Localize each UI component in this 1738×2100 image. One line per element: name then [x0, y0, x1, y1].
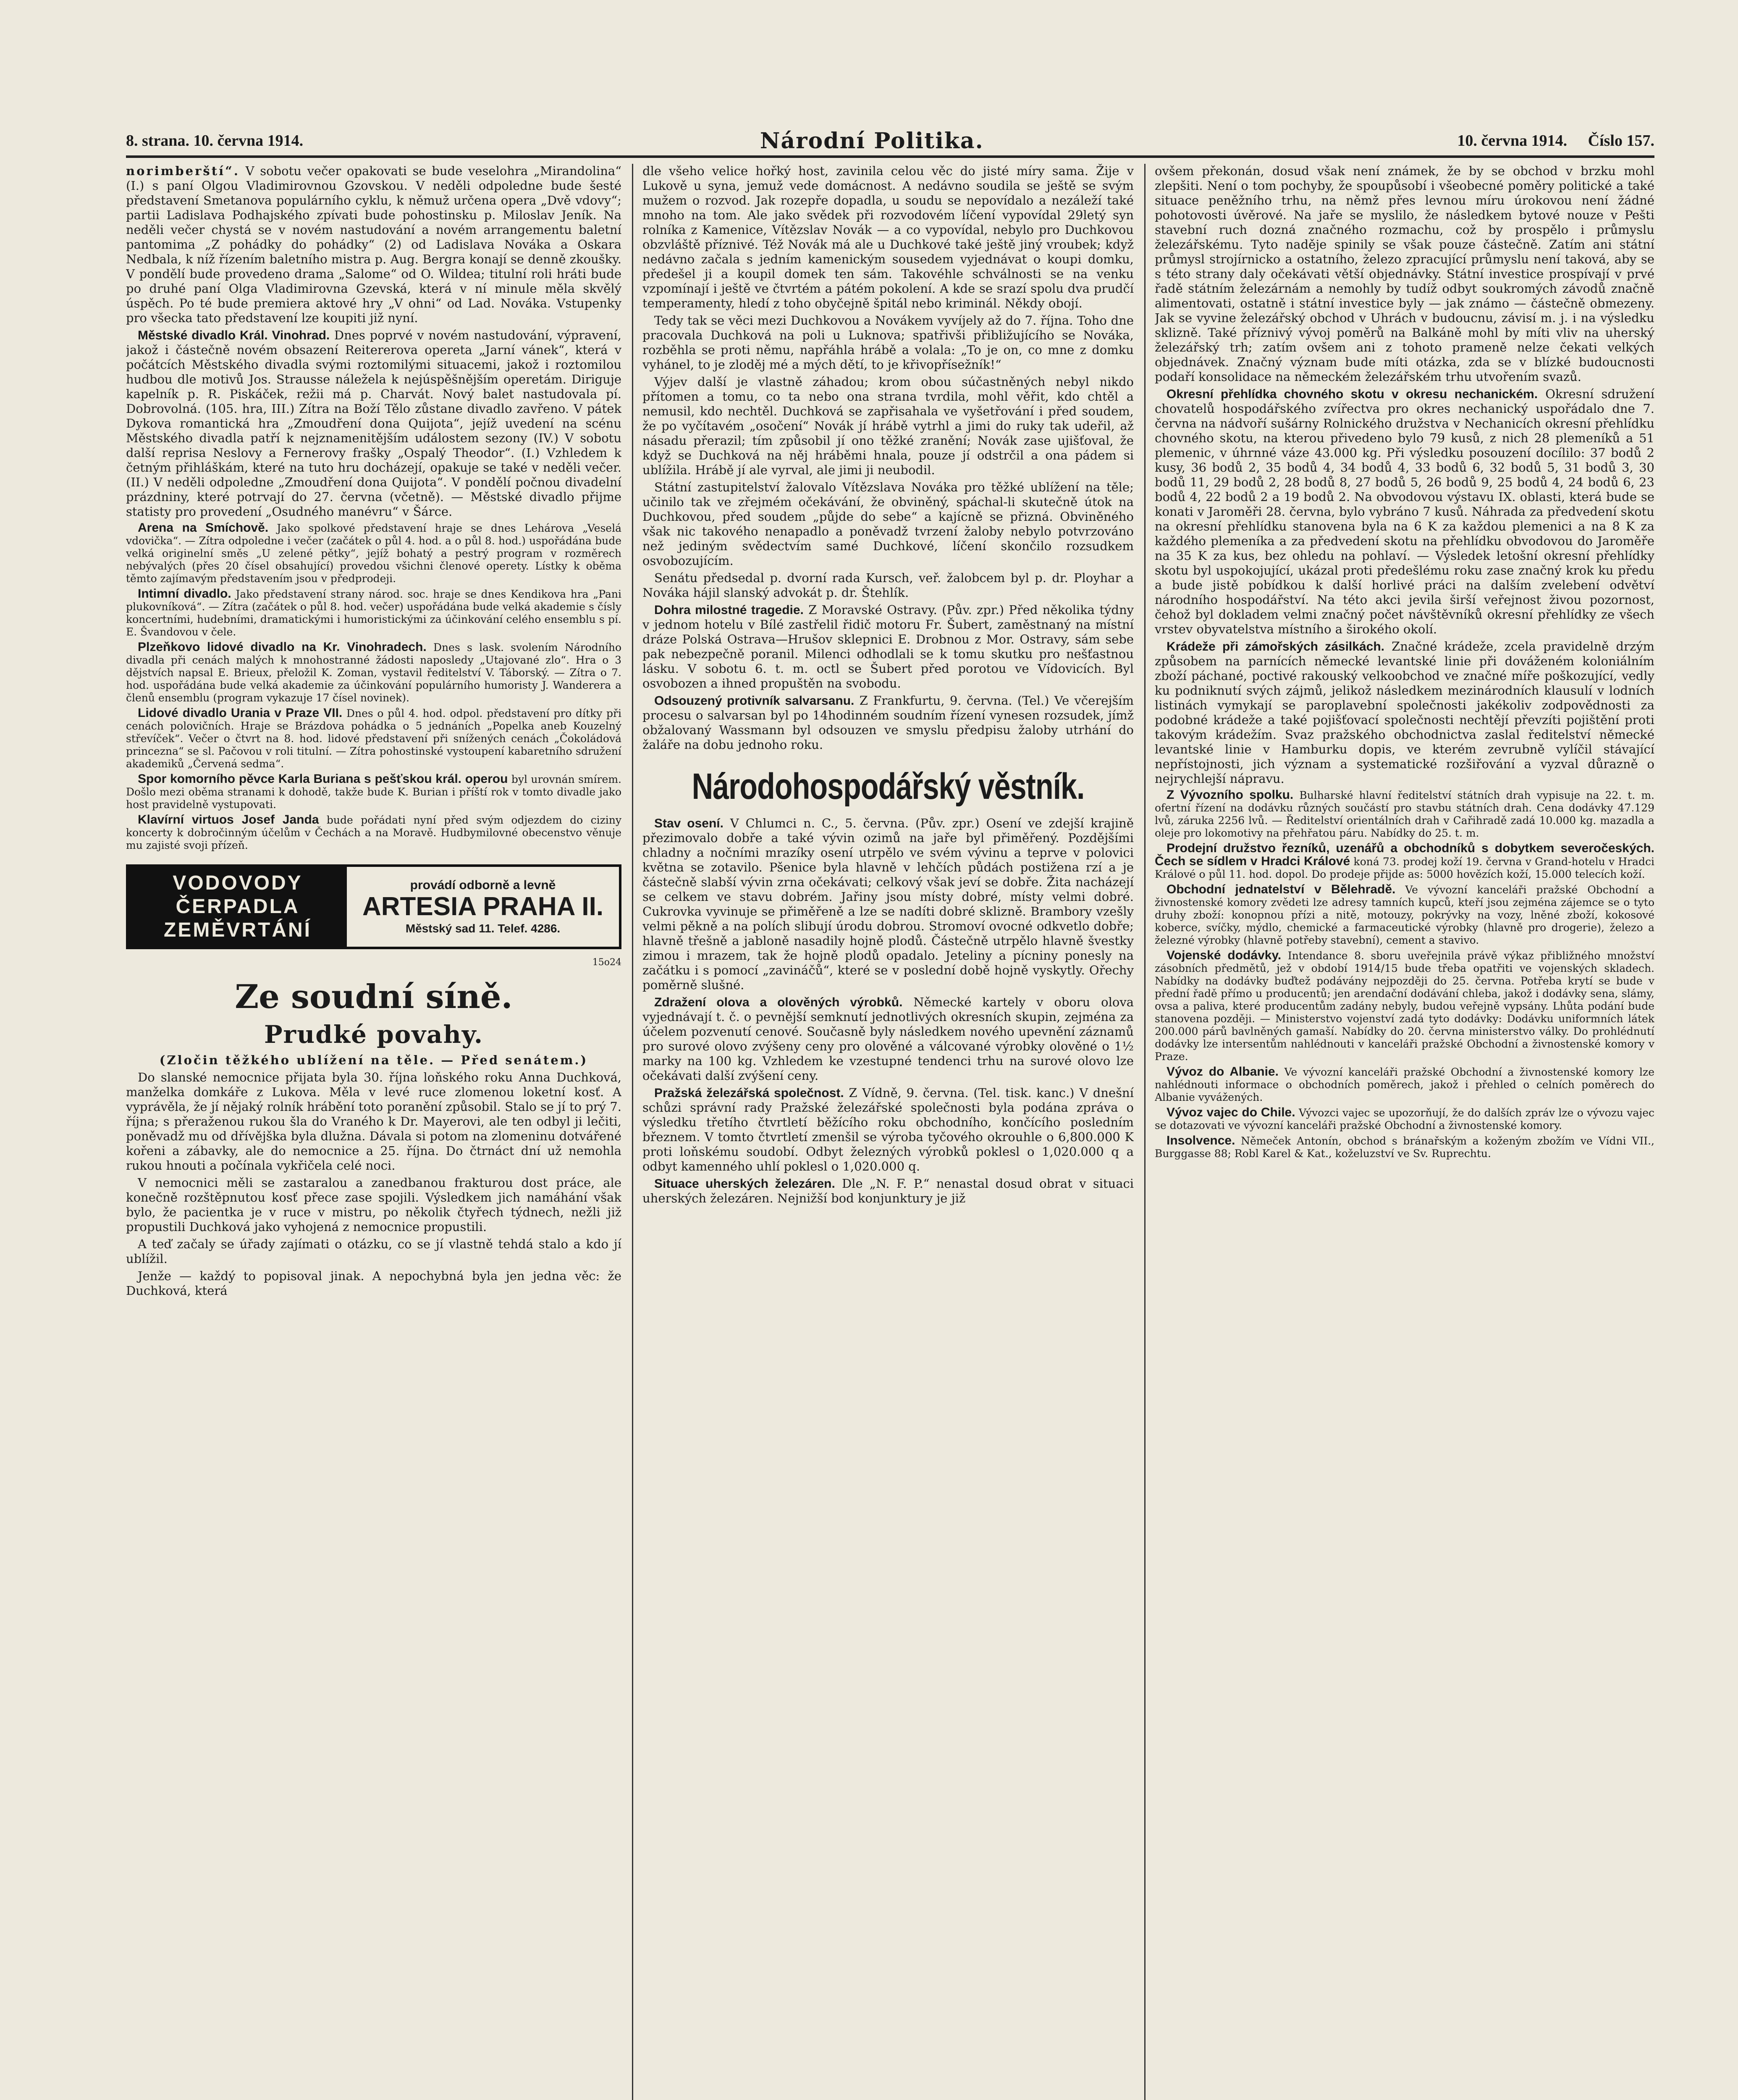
article-paragraph — [642, 1176, 1134, 1206]
article-paragraph: Státní zastupitelství žalovalo Vítězslava Nováka pro těžké ublížení na těle; učinilo tak ve zřejmém očekávání, že obviněný, spáchal-li skutečně útok na Duchkovou, před soudem „půjde do sebe“ a kajícně se přizná. Obviněného však nic takového nenapadlo a poněvadž tvrzení žaloby nebylo potvrzováno než jediným svědectvím samé Duchkové, líčení skončilo rozsudkem osvobozujícím. — [642, 480, 1134, 568]
article-heading: Obchodní jednatelství v Bělehradě. — [1167, 882, 1396, 896]
article-paragraph — [126, 773, 621, 811]
column-2 — [642, 164, 1134, 2100]
article-text: byl urovnán smírem. Došlo mezi oběma stranami k dohodě, takže bude K. Burian i příští rok v tomto divadle jako host pravidelně vystupovati. — [126, 773, 621, 811]
ad-address: Městský sad 11. Telef. 4286. — [405, 922, 561, 935]
newspaper-page — [126, 126, 1654, 2100]
article-heading: Arena na Smíchově. — [138, 521, 269, 535]
section-title-economy: Národohospodářský věstník. — [692, 766, 1085, 807]
article-text: Značné krádeže, zcela pravidelně drzým způsobem na parnících německé levantské linie při dováženém koloniálním zboží páchané, poctivé rakouský velkoobchod ve značné míře poškozující, vedly ku podniknutí svých zájmů, jelikož následkem mezinárodních klausulí v lodních listinách vymykají se paroplavební společnosti jakékoliv zodpovědnosti za podobné krádeže a také pojišťovací společnosti nechtějí převzíti pojištění proti takovým krádežím. Svaz pražského obchodnictva zaslal ředitelství německé levantské linie v Hamburku dopis, ve kterém zevrubně vylíčil stávající nepřístojnosti, jich význam a systematické rozšiřování a vyzval důrazně o nejrychlejší nápravu. — [1155, 639, 1654, 786]
article-title: Prudké povahy. — [264, 1020, 484, 1049]
article-paragraph — [1155, 883, 1654, 947]
ad-tagline: provádí odborně a levně — [410, 878, 556, 892]
header-right — [1440, 131, 1654, 150]
article-heading: Plzeňkovo lidové divadlo na Kr. Vinohradech. — [138, 640, 427, 654]
page-number-date: 8. strana. 10. června 1914. — [126, 132, 304, 150]
article-heading: Z Vývozního spolku. — [1167, 788, 1294, 802]
article-heading: Klavírní virtuos Josef Janda — [138, 813, 319, 827]
ad-company-block — [347, 867, 619, 947]
article-heading: Vývoz vajec do Chile. — [1167, 1105, 1295, 1119]
article-lead: norimberští“. — [126, 164, 240, 178]
article-text: Němeček Antonín, obchod s bránařským a koženým zbožím ve Vídni VII., Burggasse 88; Robl Karel & Kat., koželuzství ve Sv. Ruprechtu. — [1155, 1135, 1654, 1160]
article-heading: Okresní přehlídka chovného skotu v okresu nechanickém. — [1167, 387, 1538, 401]
article-heading: Krádeže při zámořských zásilkách. — [1167, 640, 1384, 654]
article-text: Vývozci vajec se upozorňují, že do dalších zpráv lze o vývozu vajec se dotazovati ve vývozní kanceláři pražské Obchodní a živnostenské komory. — [1155, 1107, 1654, 1131]
article-text: Bulharské hlavní ředitelství státních drah vypisuje na 22. t. m. ofertní řízení na dodávku různých součástí pro stavbu státních drah. Cena dodávky 47.129 lvů, záruka 2256 lvů. — Ředitelství orientálních drah v Cařihradě zadá 10.000 kg. mazadla a oleje pro lokomotivy na přehřatou páru. Nabídky do 25. t. m. — [1155, 789, 1654, 839]
article-paragraph: dle všeho velice hořký host, zavinila celou věc do jisté míry sama. Žije v Lukově u syna, jemuž vede domácnost. A nedávno soudila se ještě se svým mužem o rozvod. Jak rozepře dopadla, u soudu se nepovídalo a nezáleží také mnoho na tom. Ale jako svědek při rozvodovém líčení vypovídal 29letý syn rolníka z Kamenice, Vítězslav Novák — a co vypovídal, nebylo pro Duchkovou obzvláště příznivé. Též Novák má ale u Duchkové také ještě jiný vroubek; když nedávno začala s jedním kamenickým sousedem vyjednávat o koupi domku, předešel ji a koupil domek ten sám. Takovéhle schválnosti se na venku vzpomínají i ještě ve čtvrtém a pátém pokolení. A kde se srazí spolu dva prudčí temperamenty, hledí z toho obyčejně špitál nebo kriminál. Někdy obojí. — [642, 164, 1134, 310]
article-paragraph: V nemocnici měli se zastaralou a zanedbanou frakturou dost práce, ale konečně rozštěpnutou kosť přece zase spojili. Výsledkem jich namáhání však bylo, že pacientka je v ruce v mistru, po několik čtyřech týdnech, nežli již propustili Duchková jako vyhojená z nemocnice propustili. — [126, 1176, 621, 1234]
column-divider — [632, 164, 633, 2100]
article-text: Dnes s lask. svolením Národního divadla při cenách malých k mnohostranné žádosti naposledy „Utajované zlo“. Hra o 3 dějstvích napsal E. Brieux, přeložil K. Zoman, vystavil ředitelství V. Táborský. — Zítra o 7. hod. uspořádána bude velká akademie za účinkování populárního humoristy J. Wanderera a členů ensemblu (program vykazuje 17 čísel novinek). — [126, 641, 621, 704]
article-paragraph — [126, 164, 621, 326]
article-paragraph: Do slanské nemocnice přijata byla 30. října loňského roku Anna Duchková, manželka domkáře z Lukova. Měla v levé ruce zlomenou loketní kosť. A vyprávěla, že jí nějaký rolník hrábění toto poranění způsobil. Stalo se jí to prý 7. října; s přeraženou rukou šla do Vraného k Dr. Mayerovi, ale ten odbyl ji lečiti, poněvadž mu od dřívějška byla dlužna. Dávala si potom na zlomeninu dotvářené kořeni a zábavky, ale do nemocnice a 25. října. Do čtrnáct dní už nemohla rukou hnouti a počínala vykřičela celé noci. — [126, 1070, 621, 1173]
article-paragraph — [1155, 789, 1654, 840]
article-heading: Spor komorního pěvce Karla Buriana s pešťskou král. operou — [138, 772, 508, 786]
article-text: Z Vídně, 9. června. (Tel. tisk. kanc.) V dnešní schůzi správní rady Pražské železářské společnosti byla podána zpráva o výsledku třetího čtvrtletí běžícího roku obchodního, končícího posledním březnem. V tomto čtvrtletí zmenšil se výroba tyčového okrouhle o 6,800.000 K proti loňskému soudobí. Odbyt železných výrobků poklesl o 1,020.000 q a odbyt kamenného uhlí poklesl o 1,020.000 q. — [642, 1086, 1134, 1173]
article-text: Okresní sdružení chovatelů hospodářského zvířectva pro okres nechanický uspořádalo dne 7. června na nádvoří sušárny Rolnického družstva v Nechanicích okresní přehlídku chovného skotu, na kterou přivedeno bylo 79 kusů, z nich 28 plemeníků a 51 plemenic, v úhrnné váze 43.000 kg. Při výsledku posouzení docílilo: 37 bodů 2 kusy, 36 bodů 2, 35 bodů 4, 34 bodů 4, 33 bodů 6, 32 bodů 5, 31 bodů 3, 30 bodů 11, 29 bodů 2, 28 bodů 8, 27 bodů 5, 26 bodů 9, 25 bodů 4, 24 bodů 6, 23 bodů 4, 22 bodů 2 a 19 bodů 2. Na obvodovou výstavu IX. oblasti, která bude se konati v Jaroměři 28. června, bylo vybráno 7 kusů. Náhrada za předvedení skotu na okresní přehlídku stanovena byla na 6 K za každou plemenici a na 8 K za každého plemeníka a za předvedení skotu na přehlídku obvodovou do Jaroměře na 35 K za kus, bez ohledu na pohlaví. — Výsledek letošní okresní přehlídky skotu byl uspokojující, ukázal proti předešlému roku zase značný krok ku předu a bude jistě pobídkou k další horlivé práci na dalším zvelebení odvětví národního hospodářství. Na této akci jevila širší veřejnost živou pozornost, čehož byl dokladem velmi značný počet návštěvníků okresní přehlídky ze všech vrstev obyvatelstva místního a širokého okolí. — [1155, 387, 1654, 636]
article-paragraph — [642, 995, 1134, 1083]
article-heading: Vojenské dodávky. — [1167, 948, 1282, 962]
article-heading: Pražská železářská společnost. — [654, 1086, 844, 1100]
article-paragraph — [126, 522, 621, 585]
article-text: Z Moravské Ostravy. (Pův. zpr.) Před několika týdny v jednom hotelu v Bílé zastřelil řidič motoru Fr. Šubert, zaměstnaný na místní dráze Polská Ostrava—Hrušov sklepnici E. Drobnou z Mor. Ostravy, sám sebe pak nebezpečně poranil. Milenci odhodlali se k tomu skutku pro nešťastnou lásku. V sobotu 6. t. m. octl se Šubert před porotou ve Vídovicích. Byl osvobozen a ihned propuštěn na svobodu. — [642, 603, 1134, 690]
article-text: koná 73. prodej koží 19. června v Grand-hotelu v Hradci Králové o půl 11. hod. dopol. Do prodeje přijde as: 5000 hovězích koží, 15.000 telecích koží. — [1155, 856, 1654, 880]
article-paragraph — [1155, 949, 1654, 1063]
article-heading: Stav osení. — [654, 816, 724, 830]
article-heading: Lidové divadlo Urania v Praze VII. — [138, 706, 343, 720]
article-text: Intendance 8. sboru uveřejnila právě výkaz přibližného množství zásobních předmětů, jež v období 1914/15 bude třeba opatřiti ve vojenských skladech. Nabídky na dodávky buďtež podávány nejpozději do 25. června. Potřeba krytí se bude v přední řadě přímo u producentů; jen arendační dodávání chleba, jakož i dodávky sena, slámy, ovsa a paliva, které producentům zadány nebyly, budou veřejně vypsány. Lhůta podání bude stanovena později. — Ministerstvo vojenství zadá tyto dodávky: Dodávku uniformních látek 200.000 párů bavlněných gamaší. Nabídky do 20. června ministerstvo války. Do prohlédnutí dodávky lze intersentům nahlédnouti v kanceláři pražské Obchodní a živnostenské komory v Praze. — [1155, 950, 1654, 1063]
article-heading: Prodejní družstvo řezníků, uzenářů a obchodníků s dobytkem severočeských. Čech se sídlem v Hradci Králové — [1155, 841, 1654, 868]
article-paragraph — [1155, 1106, 1654, 1132]
article-paragraph — [1155, 1134, 1654, 1160]
article-text: V Chlumci n. C., 5. června. (Pův. zpr.) Osení ve zdejší krajině přezimovalo dobře a také vývin ozimů na jaře byl přiměřený. Pozdějšími chladny a nočními mrazíky osení utrpělo ve svém vývinu a teprve v polovici května se zotavilo. Pšenice byla hlavně v lehčích půdách postižena rzí a je částečně slabší vývin zrna očekávati; celkový však jeví se dobře. Žita nacházejí se celkem ve stavu dobrém. Jařiny jsou místy dobré, místy velmi dobré. Cukrovka vyvinuje se přiměřeně a lze se nadíti dobré sklizně. Brambory vzešly velmi pěkně a na polích slibují úrodu dobrou. Stromoví ovocné odkvetlo dobře; hlavně třešně a jabloně nasadily hojně plodů. Částečně utrpělo hlavně švestky zimou i mrazem, tak že hojně plodů opadalo. Jeteliny a pícniny ponesly na začátku i s pomocí „zavináčů“, které se v poslední době hojně vyskytly. Ořechy poměrně slušné. — [642, 816, 1134, 992]
article-heading: Vývoz do Albanie. — [1167, 1065, 1279, 1079]
article-paragraph: Tedy tak se věci mezi Duchkovou a Novákem vyvíjely až do 7. října. Toho dne pracovala Duchková na poli u Luknova; spatřivši přibližujícího se Nováka, rozběhla se proti němu, napřáhla hrábě a volala: „To je on, co mne z domku vyhánel, to je zloděj mé a mých dětí, to je křivopřísežník!“ — [642, 313, 1134, 372]
article-paragraph: A teď začaly se úřady zajímati o otázku, co se jí vlastně tehdá stalo a kdo jí ublížil. — [126, 1237, 621, 1266]
article-paragraph — [642, 816, 1134, 992]
article-text: Ve vývozní kanceláři pražské Obchodní a živnostenské komory zvědeti lze adresy tamních kupců, kteří jsou zejména zájemce se o tyto druhy zboží: konopnou přízi a nitě, motouzy, pokrývky na vozy, lněné zboží, kokosové koberce, svíčky, mýdlo, chemické a farmaceutické výrobky (hlavně pro drogerie), železo a železné výrobky (hlavně potřeby stavební), cement a stavivo. — [1155, 884, 1654, 946]
advertisement-artesia — [126, 864, 621, 949]
article-paragraph — [1155, 387, 1654, 637]
article-heading: Odsouzený protivník salvarsanu. — [654, 694, 855, 708]
section-title-court: Ze soudní síně. — [235, 978, 513, 1016]
article-paragraph — [126, 588, 621, 638]
article-paragraph — [126, 814, 621, 852]
article-paragraph: Jenže — každý to popisoval jinak. A nepochybná byla jen jedna věc: že Duchková, která — [126, 1269, 621, 1298]
article-heading: Zdražení olova a olověných výrobků. — [654, 995, 903, 1009]
article-paragraph — [642, 603, 1134, 691]
article-text: bude pořádati nyní před svým odjezdem do ciziny koncerty k dobročinným účelům v Čechách a na Moravě. Hudbymilovné obecenstvo věnuje mu zajisté svoji přízeň. — [126, 814, 621, 851]
ad-code: 15o24 — [592, 957, 621, 968]
article-heading: Situace uherských železáren. — [654, 1177, 835, 1191]
article-subtitle: (Zločin těžkého ublížení na těle. — Před senátem.) — [159, 1053, 588, 1067]
ad-line: VODOVODY — [173, 872, 303, 894]
article-paragraph: ovšem překonán, dosud však není známek, že by se obchod v brzku mohl zlepšiti. Není o tom pochyby, že spoupůsobí i všeobecné poměry politické a také situace peněžního trhu, na němž přes levnou míru úrokovou není žádné pohotovosti úvěrové. Na jaře se myslilo, že následkem bytové nouze v Pešti stavební ruch dozná značného rozmachu, což by prospělo i průmyslu železářskému. Tyto naděje spinily se však pouze částečně. Zatím ani státní průmysl strojírnicko a ostatního, železo zpracující průmyslu není taková, aby se s této strany daly očekávati větší objednávky. Státní investice prospívají v prvé řadě státním železárnám a nemohly by tudíž odbyt soukromých závodů značně alimentovati, ostatně i státní investice byly — jak známo — částečně obmezeny. Jak se vyvine železářský obchod v Uhrách v budoucnu, závisí m. j. i na výsledku sklizně. Také příznivý vývoj poměrů na Balkáně mohl by míti vliv na uherský železářský trh; zatím ovšem ani z tohoto prameně nelze čekati velkých objednávek. Značný význam bude míti otázka, zda se v blízké budoucnosti podaří konsolidace na německém železářském trhu utvořením svazů. — [1155, 164, 1654, 384]
article-text: Z Frankfurtu, 9. června. (Tel.) Ve včerejším procesu o salvarsan byl po 14hodinném soudním řízení vynesen rozsudek, jímž obžalovaný Wassmann byl odsouzen ve smyslu předpisu žaloby utrhání do žaláře na dobu jednoho roku. — [642, 693, 1134, 752]
article-paragraph — [126, 328, 621, 519]
article-paragraph: Výjev další je vlastně záhadou; krom obou súčastněných nebyl nikdo přítomen a tomu, co ta nebo ona strana tvrdila, mohl věřit, kdo chtěl a nemusil, kdo nechtěl. Duchková se zapřisahala ve vyšetřování i před soudem, že po vyčítavém „osočení“ Novák jí hrábě vytrhl a jimi do ruky tak udeřil, až násadu přerazil; tím způsobil jí ono těžké zranění; Novák zase ujišťoval, že když se Duchková na něj hráběmi hnala, pouze jí odstrčil a ona pádem si ublížila. Hrábě jí ale vyrval, ale jimi ji neubodil. — [642, 375, 1134, 477]
article-paragraph — [1155, 842, 1654, 881]
article-text: Německé kartely v oboru olova vyjednávají t. č. o pevnější semknutí jednotlivých okresních skupin, zejména za účelem pozvenutí cenové. Současně byly následkem nového upevnění záznamů pro surové olovo zvýšeny ceny pro olověné a válcované výrobky olověné o 1½ marky na 100 kg. Vzhledem ke vzestupné tendenci trhu na surové olovo lze očekávati další zvýšení ceny. — [642, 995, 1134, 1083]
ad-line: ZEMĚVRTÁNÍ — [164, 919, 312, 941]
header-date: 10. června 1914. — [1457, 132, 1568, 150]
page-header — [126, 126, 1654, 158]
article-paragraph — [126, 641, 621, 704]
article-paragraph — [1155, 1066, 1654, 1104]
article-heading: Intimní divadlo. — [138, 587, 231, 601]
ad-line: ČERPADLA — [176, 895, 300, 918]
article-text: Dle „N. F. P.“ nenastal dosud obrat v situaci uherských železáren. Nejnižší bod konjunktury je již — [642, 1176, 1134, 1205]
article-paragraph — [642, 693, 1134, 752]
article-text: Dnes o půl 4. hod. odpol. představení pro dítky při cenách polovičních. Hraje se Brázdova pohádka o 5 jednáních „Popelka aneb Kouzelný střevíček“. Večer o čtvrt na 8. hod. lidové představení při snížených cenách „Čokoládová princezna“ se sl. Pačovou v roli titulní. — Zítra pohostinské vystoupení kabaretního sdružení akademiků „Červená sedma“. — [126, 707, 621, 770]
article-heading: Insolvence. — [1167, 1134, 1235, 1147]
article-paragraph — [126, 707, 621, 770]
ad-company-name: ARTESIA PRAHA II. — [362, 892, 604, 921]
ad-services-block — [128, 867, 347, 947]
column-divider — [1144, 164, 1146, 2100]
article-paragraph: Senátu předsedal p. dvorní rada Kursch, veř. žalobcem byl p. dr. Ployhar a Nováka hájil slanský advokát p. dr. Štehlík. — [642, 571, 1134, 600]
article-paragraph — [1155, 639, 1654, 786]
article-text: Jako spolkové představení hraje se dnes Lehárova „Veselá vdovička“. — Zítra odpoledne i večer (začátek o půl 4. hod. a o půl 8. hod.) uspořádána bude velká originelní směs „U zelené pětky“, jejíž bohatý a pestrý program v rozměrech nebývalých (přes 20 čísel obsahující) provedou všichni členové operety. Lístky k oběma těmto zajímavým představením jsou v předprodeji. — [126, 522, 621, 585]
column-3 — [1155, 164, 1654, 2100]
article-heading: Dohra milostné tragedie. — [654, 603, 804, 617]
article-text: Jako představení strany národ. soc. hraje se dnes Kendikova hra „Pani plukovníková“. — Zítra (začátek o půl 8. hod. večer) uspořádána bude velká akademie s čísly koncertními, hudebními, dramatickými i humoristickými za účinkování celého ensemblu s pí. E. Švandovou v čele. — [126, 588, 621, 638]
column-1 — [126, 164, 621, 2100]
article-text: Dnes poprvé v novém nastudování, výpravení, jakož i částečně novém obsazení Reitererova opereta „Jarní vánek“, která v počátcích Městského divadla svými roztomilými situacemi, jakož i roztomilou hudbou dle motivů Jos. Strausse náležela k nejúspěšnějším operetám. Diriguje kapelník p. R. Piskáček, režii má p. Charvát. Nový balet nastudovala pí. Dobrovolná. (105. hra, III.) Zítra na Boží Tělo zůstane divadlo zavřeno. V pátek Dykova romantická hra „Zmoudření dona Quijota“, jejíž uvedení na scénu Městského divadla patří k nejznamenitějším událostem sezony (IV.) V sobotu další reprisa Neslovy a Fernerovy frašky „Ospalý Theodor“. (I.) Vzhledem k četným přihláškám, které na tuto hru docházejí, opakuje se také v neděli večer. (II.) V neděli odpoledne „Zmoudření dona Quijota“. V pondělí počnou divadelní prázdniny, které potrvají do 27. června (včetně). — Městské divadlo přijme statisty pro provedení „Osudného manévru“ v Šárce. — [126, 328, 621, 519]
article-text: Ve vývozní kanceláři pražské Obchodní a živnostenské komory lze nahlédnouti informace o obchodních poměrech, jakož i přehled o celních poměrech do Albanie vyvážených. — [1155, 1066, 1654, 1103]
article-paragraph — [642, 1086, 1134, 1174]
article-text: V sobotu večer opakovati se bude veselohra „Mirandolina“ (I.) s paní Olgou Vladimirovnou Gzovskou. V neděli odpoledne bude šesté představení Smetanova populárního cyklu, k němuž určena opera „Dvě vdovy“; partii Ladislava Podhajského zpívati bude pohostinsku p. Miloslav Jeník. Na neděli večer chystá se v novém nastudování a novém arrangementu baletní pantomima „Z pohádky do pohádky“ (2) od Ladislava Nováka a Oskara Nedbala, k níž řízením baletního mistra p. Aug. Bergra konají se denně zkoušky. V pondělí bude provedeno drama „Salome“ od O. Wildea; titulní roli hráti bude po druhé paní Olga Vladimirovna Gzevská, která v ní minule měla skvělý úspěch. Po té bude premiera aktové hry „V ohni“ od Lad. Nováka. Vstupenky pro všecka tato představení lze koupiti již nyní. — [126, 164, 621, 325]
masthead-title: Národní Politika. — [760, 128, 984, 154]
article-heading: Městské divadlo Král. Vinohrad. — [138, 328, 330, 342]
issue-number: Číslo 157. — [1588, 132, 1654, 150]
